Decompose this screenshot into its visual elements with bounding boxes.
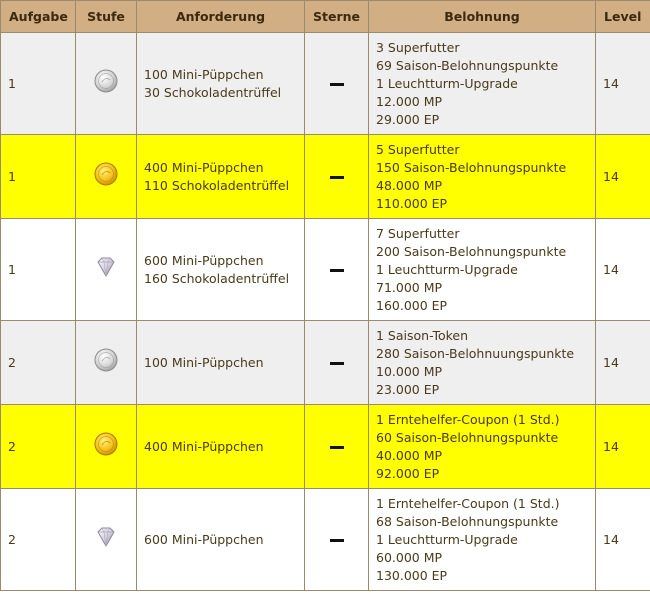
belohnung-line: 1 Leuchtturm-Upgrade (376, 531, 518, 547)
anforderung-line: 160 Schokoladentrüffel (144, 270, 290, 286)
cell-aufgabe: 2 (1, 489, 76, 591)
cell-stufe (76, 219, 137, 321)
dash-icon (330, 539, 344, 542)
cell-aufgabe: 1 (1, 219, 76, 321)
anforderung-line: 400 Mini-Püppchen (144, 159, 264, 175)
cell-level: 14 (596, 135, 650, 219)
dash-icon (330, 362, 344, 365)
table-row (1, 405, 650, 489)
cell-belohnung (369, 135, 596, 219)
header-sterne: Sterne (305, 1, 369, 33)
belohnung-line: 48.000 MP (376, 177, 443, 193)
table-row (1, 489, 650, 591)
diamond-icon (93, 254, 119, 285)
belohnung-line: 69 Saison-Belohnungspunkte (376, 57, 559, 73)
table-row (1, 321, 650, 405)
cell-stufe (76, 135, 137, 219)
cell-sterne (305, 219, 369, 321)
diamond-icon (93, 524, 119, 555)
cell-level: 14 (596, 405, 650, 489)
belohnung-line: 110.000 EP (376, 195, 448, 211)
belohnung-line: 200 Saison-Belohnungspunkte (376, 243, 567, 259)
cell-sterne (305, 489, 369, 591)
table-row (1, 135, 650, 219)
cell-level: 14 (596, 321, 650, 405)
belohnung-line: 3 Superfutter (376, 39, 460, 55)
cell-aufgabe: 2 (1, 405, 76, 489)
cell-belohnung (369, 321, 596, 405)
gold-medal-icon (93, 161, 119, 192)
anforderung-line: 30 Schokoladentrüffel (144, 84, 282, 100)
cell-sterne (305, 405, 369, 489)
cell-stufe (76, 489, 137, 591)
cell-level: 14 (596, 219, 650, 321)
belohnung-line: 60.000 MP (376, 549, 443, 565)
anforderung-line: 100 Mini-Püppchen (144, 66, 264, 82)
belohnung-line: 1 Leuchtturm-Upgrade (376, 261, 518, 277)
belohnung-line: 280 Saison-Belohnuungspunkte (376, 345, 575, 361)
cell-belohnung (369, 489, 596, 591)
dash-icon (330, 446, 344, 449)
cell-anforderung (137, 33, 305, 135)
cell-level: 14 (596, 33, 650, 135)
belohnung-line: 60 Saison-Belohnungspunkte (376, 429, 559, 445)
cell-aufgabe: 1 (1, 135, 76, 219)
belohnung-line: 23.000 EP (376, 381, 440, 397)
cell-sterne (305, 135, 369, 219)
header-anforderung: Anforderung (137, 1, 305, 33)
belohnung-line: 71.000 MP (376, 279, 443, 295)
anforderung-line: 600 Mini-Püppchen (144, 252, 264, 268)
dash-icon (330, 83, 344, 86)
dash-icon (330, 269, 344, 272)
cell-belohnung (369, 405, 596, 489)
belohnung-line: 12.000 MP (376, 93, 443, 109)
belohnung-line: 1 Erntehelfer-Coupon (1 Std.) (376, 411, 560, 427)
cell-aufgabe: 1 (1, 33, 76, 135)
belohnung-line: 150 Saison-Belohnungspunkte (376, 159, 567, 175)
anforderung-line: 110 Schokoladentrüffel (144, 177, 290, 193)
cell-aufgabe: 2 (1, 321, 76, 405)
table-row (1, 219, 650, 321)
header-row (1, 1, 650, 33)
cell-stufe (76, 405, 137, 489)
belohnung-line: 130.000 EP (376, 567, 448, 583)
cell-level: 14 (596, 489, 650, 591)
cell-sterne (305, 33, 369, 135)
belohnung-line: 7 Superfutter (376, 225, 460, 241)
cell-anforderung (137, 405, 305, 489)
cell-sterne (305, 321, 369, 405)
belohnung-line: 68 Saison-Belohnungspunkte (376, 513, 559, 529)
belohnung-line: 40.000 MP (376, 447, 443, 463)
header-belohnung: Belohnung (369, 1, 596, 33)
cell-belohnung (369, 33, 596, 135)
anforderung-line: 600 Mini-Püppchen (144, 531, 264, 547)
cell-anforderung (137, 321, 305, 405)
belohnung-line: 1 Erntehelfer-Coupon (1 Std.) (376, 495, 560, 511)
dash-icon (330, 176, 344, 179)
belohnung-line: 92.000 EP (376, 465, 440, 481)
cell-stufe (76, 33, 137, 135)
belohnung-line: 5 Superfutter (376, 141, 460, 157)
cell-anforderung (137, 135, 305, 219)
header-aufgabe: Aufgabe (1, 1, 76, 33)
silver-medal-icon (93, 68, 119, 99)
belohnung-line: 1 Leuchtturm-Upgrade (376, 75, 518, 91)
cell-anforderung (137, 489, 305, 591)
belohnung-line: 29.000 EP (376, 111, 440, 127)
cell-stufe (76, 321, 137, 405)
cell-belohnung (369, 219, 596, 321)
silver-medal-icon (93, 347, 119, 378)
anforderung-line: 100 Mini-Püppchen (144, 354, 264, 370)
belohnung-line: 1 Saison-Token (376, 327, 469, 343)
header-stufe: Stufe (76, 1, 137, 33)
belohnung-line: 160.000 EP (376, 297, 448, 313)
table-row (1, 33, 650, 135)
belohnung-line: 10.000 MP (376, 363, 443, 379)
cell-anforderung (137, 219, 305, 321)
header-level: Level (596, 1, 650, 33)
gold-medal-icon (93, 431, 119, 462)
anforderung-line: 400 Mini-Püppchen (144, 438, 264, 454)
